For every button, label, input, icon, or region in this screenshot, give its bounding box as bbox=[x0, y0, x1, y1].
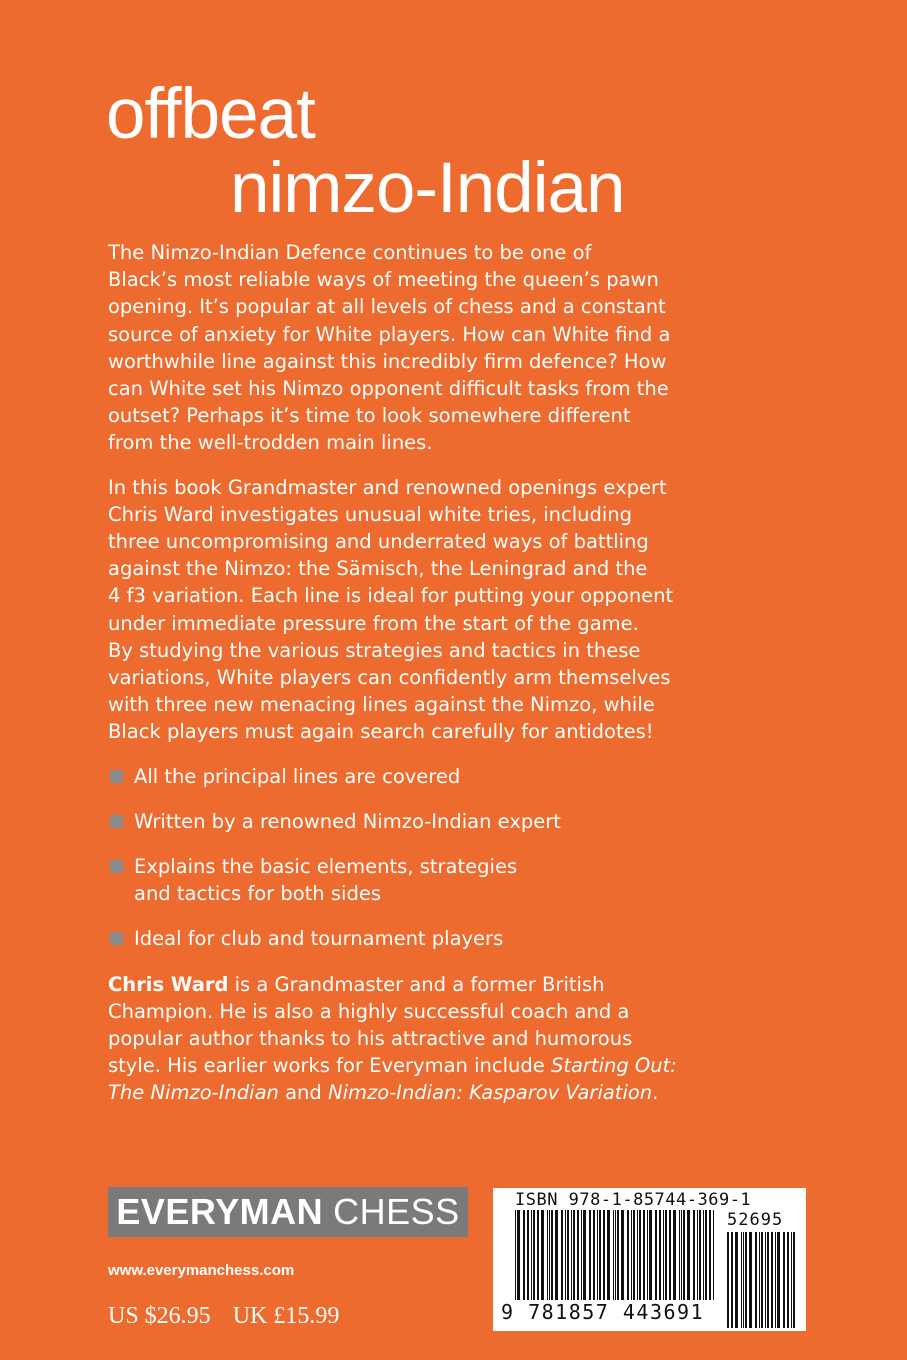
barcode-bar bbox=[693, 1210, 695, 1300]
barcode-bar bbox=[573, 1210, 575, 1300]
barcode-bar bbox=[745, 1232, 747, 1328]
bullet-square-icon bbox=[110, 932, 123, 945]
barcode-bar bbox=[531, 1210, 532, 1300]
blurb-paragraph-1: The Nimzo-Indian Defence continues to be one of Black’s most reliable ways of meeting the queen’s pawn opening. It’s popular at all levels of chess and a constant source of anxiety for White players. How can White find a worthwhile line against this incredibly firm defence? How can White set his Nimzo opponent difficult tasks from the outset? Perhaps it’s time to look somewhere different from the well-trodden main lines. bbox=[108, 241, 671, 455]
barcode-bar bbox=[663, 1210, 664, 1300]
barcode-bar bbox=[713, 1210, 714, 1300]
barcode-bar bbox=[767, 1232, 769, 1328]
barcode-bar bbox=[637, 1210, 638, 1300]
barcode-bar bbox=[633, 1210, 635, 1300]
author-bio: Chris Ward is a Grandmaster and a former British Champion. He is also a highly successful coach and a popular author thanks to his attractive and humorous style. His earlier works for Everyman include Starting Out: The Nimzo-Indian and Nimzo-Indian: Kasparov Variation. bbox=[108, 972, 677, 1105]
barcode-bar bbox=[709, 1210, 711, 1300]
barcode-bar bbox=[673, 1210, 676, 1300]
bullet-square-icon bbox=[110, 860, 123, 873]
barcode-bar bbox=[787, 1232, 789, 1328]
barcode-box bbox=[493, 1188, 806, 1331]
barcode-bar bbox=[533, 1210, 535, 1300]
barcode-bar bbox=[659, 1210, 661, 1300]
barcode-bar bbox=[515, 1210, 516, 1300]
barcode-bar bbox=[793, 1232, 795, 1328]
barcode-bar bbox=[647, 1210, 648, 1300]
barcode-bar bbox=[581, 1210, 582, 1300]
barcode-bar bbox=[583, 1210, 586, 1300]
barcode-bar bbox=[649, 1210, 652, 1300]
barcode-bar bbox=[765, 1232, 766, 1328]
barcode-bar bbox=[731, 1232, 733, 1328]
logo-word-everyman: EVERYMAN bbox=[116, 1191, 324, 1232]
blurb bbox=[108, 239, 768, 1124]
bullet-square-icon bbox=[110, 770, 123, 783]
barcode-bar bbox=[631, 1210, 632, 1300]
barcode-bar bbox=[775, 1232, 776, 1328]
barcode-bar bbox=[571, 1210, 572, 1300]
barcode-bar bbox=[599, 1210, 601, 1300]
feature-item: Written by a renowned Nimzo-Indian expert bbox=[108, 808, 768, 835]
book-title-1: Starting Out: The Nimzo-Indian bbox=[108, 1054, 677, 1105]
barcode-bar bbox=[771, 1232, 773, 1328]
barcode-bar bbox=[681, 1210, 682, 1300]
barcode-bar bbox=[549, 1210, 550, 1300]
author-name: Chris Ward bbox=[108, 972, 229, 996]
title-line-2: nimzo-Indian bbox=[230, 149, 625, 228]
book-title bbox=[106, 75, 625, 228]
barcode-bar bbox=[621, 1210, 624, 1300]
barcode-bar bbox=[761, 1232, 763, 1328]
barcode-bar bbox=[547, 1210, 548, 1300]
barcode-bar bbox=[517, 1210, 520, 1300]
barcode-bar bbox=[577, 1210, 579, 1300]
barcode-bar bbox=[561, 1210, 563, 1300]
barcode-bar bbox=[687, 1210, 690, 1300]
barcode-bar bbox=[697, 1210, 698, 1300]
barcode-bar bbox=[683, 1210, 685, 1300]
barcode-bar bbox=[615, 1210, 616, 1300]
barcode-bar bbox=[655, 1210, 657, 1300]
ean-digits: 9 781857 443691 bbox=[501, 1300, 705, 1324]
barcode-bar bbox=[777, 1232, 780, 1328]
barcode-bar bbox=[705, 1210, 707, 1300]
barcode-bar bbox=[527, 1210, 529, 1300]
logo-word-chess: CHESS bbox=[333, 1191, 460, 1232]
barcode-bar bbox=[551, 1210, 553, 1300]
barcode-bar bbox=[783, 1232, 785, 1328]
barcode-bar bbox=[565, 1210, 566, 1300]
publisher-logo bbox=[108, 1187, 468, 1237]
barcode-bar bbox=[617, 1210, 619, 1300]
barcode-bar bbox=[593, 1210, 595, 1300]
price-us: US $26.95 bbox=[108, 1303, 211, 1329]
barcode-bar bbox=[555, 1210, 558, 1300]
publisher-website[interactable]: www.everymanchess.com bbox=[108, 1262, 295, 1279]
barcode-bar bbox=[613, 1210, 614, 1300]
barcode-bar bbox=[665, 1210, 667, 1300]
barcode-bar bbox=[541, 1210, 544, 1300]
price-uk: UK £15.99 bbox=[232, 1303, 340, 1329]
title-line-1: offbeat bbox=[106, 75, 315, 154]
barcode-bar bbox=[537, 1210, 539, 1300]
barcode-bar bbox=[749, 1232, 752, 1328]
feature-list bbox=[108, 763, 768, 953]
barcode-bar bbox=[523, 1210, 525, 1300]
barcode-bar bbox=[703, 1210, 704, 1300]
price-add-on-code: 52695 bbox=[727, 1210, 784, 1230]
barcode-bar bbox=[727, 1232, 729, 1328]
isbn-label: ISBN 978-1-85744-369-1 bbox=[515, 1190, 752, 1210]
barcode-bar bbox=[603, 1210, 605, 1300]
barcode-bar bbox=[567, 1210, 569, 1300]
feature-item: All the principal lines are covered bbox=[108, 763, 768, 790]
barcode-bar bbox=[759, 1232, 760, 1328]
barcode-bar bbox=[699, 1210, 701, 1300]
blurb-paragraph-2: In this book Grandmaster and renowned openings expert Chris Ward investigates unusual white tries, including three uncompromising and underrated ways of battling against the Nimzo: the Sämisch, the Leningrad and the 4 f3 variation. Each line is ideal for putting your opponent under immediate pressure from the start of the game. By studying the various strategies and tactics in these variations, White players can confidently arm themselves with three new menacing lines against the Nimzo, while Black players must again search carefully for antidotes! bbox=[108, 475, 674, 744]
barcode-bar bbox=[735, 1232, 738, 1328]
barcode-bar bbox=[627, 1210, 629, 1300]
barcode-bar bbox=[755, 1232, 757, 1328]
barcode-bar bbox=[743, 1232, 744, 1328]
barcode-bar bbox=[639, 1210, 641, 1300]
barcode-bar bbox=[607, 1210, 610, 1300]
barcode-bar bbox=[791, 1232, 792, 1328]
feature-item: Ideal for club and tournament players bbox=[108, 925, 768, 952]
barcode-bar bbox=[643, 1210, 645, 1300]
price-line bbox=[108, 1303, 339, 1330]
feature-item: Explains the basic elements, strategies and tactics for both sides bbox=[108, 853, 768, 907]
bullet-square-icon bbox=[110, 815, 123, 828]
barcode-bar bbox=[597, 1210, 598, 1300]
book-title-2: Nimzo-Indian: Kasparov Variation bbox=[327, 1081, 653, 1105]
barcode-bar bbox=[679, 1210, 680, 1300]
barcode-bar bbox=[589, 1210, 591, 1300]
barcode-bar bbox=[669, 1210, 671, 1300]
barcode-bar bbox=[741, 1232, 742, 1328]
